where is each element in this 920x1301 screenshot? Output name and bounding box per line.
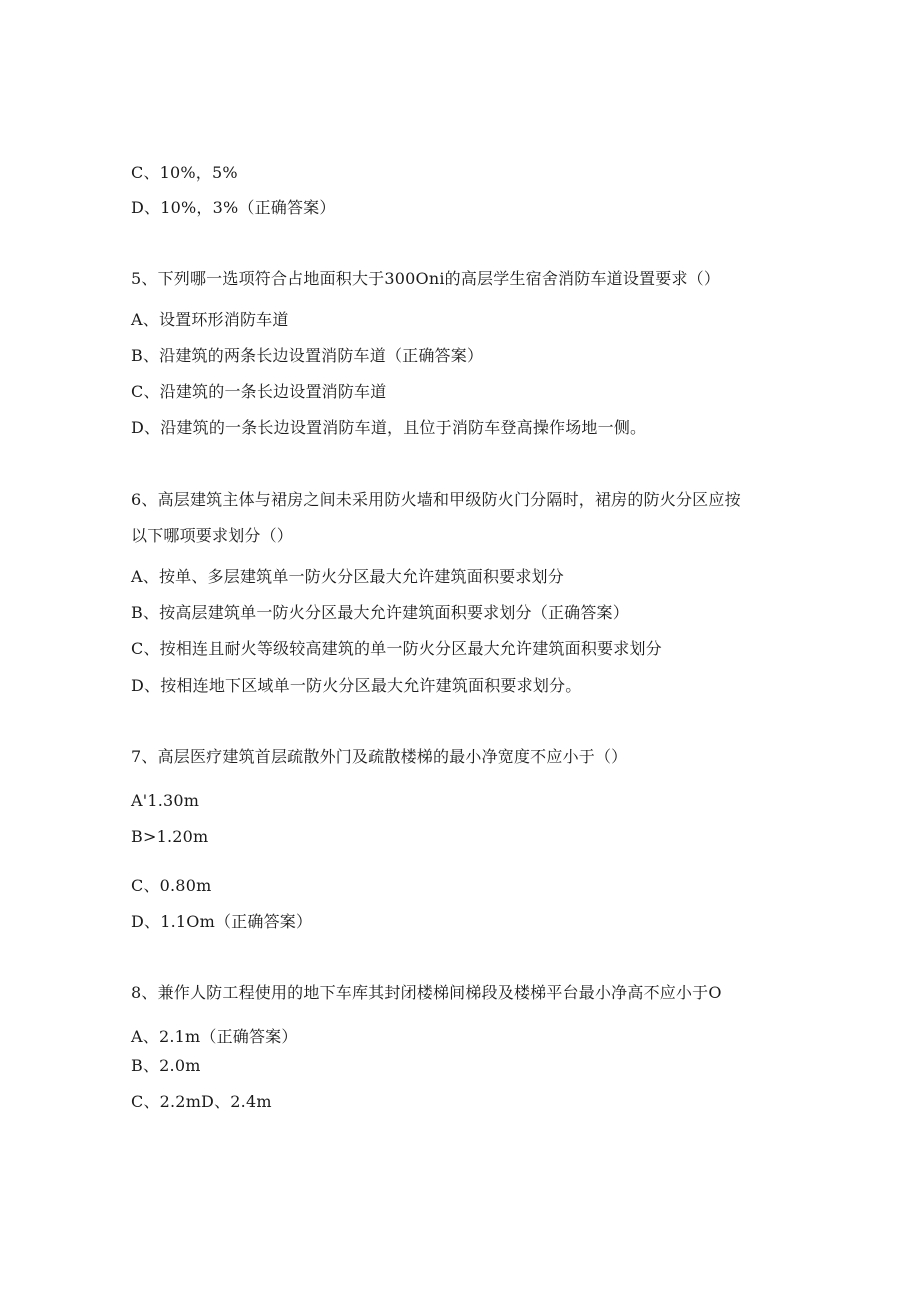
q6-option-a: A、按单、多层建筑单一防火分区最大允许建筑面积要求划分 (131, 567, 564, 586)
q8-option-b: B、2.0m (131, 1056, 201, 1075)
q8-option-c-d: C、2.2mD、2.4m (131, 1092, 272, 1111)
q5-option-d: D、沿建筑的一条长边设置消防车道，且位于消防车登高操作场地一侧。 (131, 418, 647, 437)
q4-option-c: C、10%，5% (131, 163, 238, 182)
q7-option-d: D、1.1Om（正确答案） (131, 912, 313, 931)
q8-option-a: A、2.1m（正确答案） (131, 1027, 298, 1046)
question-6-line-2: 以下哪项要求划分（） (131, 526, 294, 545)
q6-option-c: C、按相连且耐火等级较高建筑的单一防火分区最大允许建筑面积要求划分 (131, 639, 662, 658)
q5-option-c: C、沿建筑的一条长边设置消防车道 (131, 382, 387, 401)
q7-option-a: A'1.30m (131, 791, 200, 810)
q7-option-c: C、0.80m (131, 876, 212, 895)
question-6-line-1: 6、高层建筑主体与裙房之间未采用防火墙和甲级防火门分隔时，裙房的防火分区应按 (131, 490, 741, 509)
question-7: 7、高层医疗建筑首层疏散外门及疏散楼梯的最小净宽度不应小于（） (131, 747, 628, 766)
question-5: 5、下列哪一选项符合占地面积大于300Oni的高层学生宿舍消防车道设置要求（） (131, 269, 721, 288)
q6-option-d: D、按相连地下区域单一防火分区最大允许建筑面积要求划分。 (131, 676, 582, 695)
q7-option-b: B>1.20m (131, 827, 209, 846)
question-8: 8、兼作人防工程使用的地下车库其封闭楼梯间梯段及楼梯平台最小净高不应小于O (131, 983, 722, 1002)
q6-option-b: B、按高层建筑单一防火分区最大允许建筑面积要求划分（正确答案） (131, 603, 629, 622)
q4-option-d: D、10%，3%（正确答案） (131, 198, 336, 217)
q5-option-b: B、沿建筑的两条长边设置消防车道（正确答案） (131, 346, 484, 365)
q5-option-a: A、设置环形消防车道 (131, 310, 289, 329)
